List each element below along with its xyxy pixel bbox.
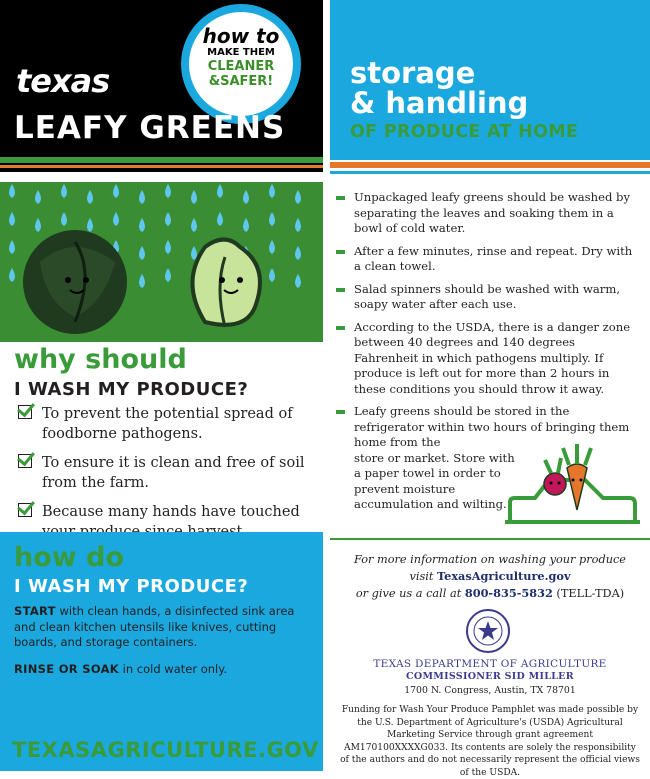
bullet-icon: [336, 196, 345, 200]
how-section: [0, 532, 323, 771]
orange-stripe: [0, 165, 323, 168]
how-start-paragraph: START with clean hands, a disinfected sink area and clean kitchen utensils like knives, cutting boards, and storage containers.: [14, 604, 295, 649]
agency-address: 1700 N. Congress, Austin, TX 78701: [404, 685, 576, 696]
tda-seal-logo: [465, 608, 511, 654]
left-header: [0, 0, 323, 172]
page-title: LEAFY GREENS: [14, 110, 286, 146]
agency-name: TEXAS DEPARTMENT OF AGRICULTURE: [373, 658, 607, 670]
how-title: how do: [14, 542, 124, 573]
badge-line3: CLEANER: [207, 59, 275, 74]
why-section: [0, 342, 323, 532]
badge-line4: &SAFER!: [208, 74, 274, 89]
rain-drops-icon: [0, 182, 323, 342]
why-subtitle: I WASH MY PRODUCE?: [14, 379, 249, 400]
produce-subtitle: OF PRODUCE AT HOME: [350, 122, 579, 142]
contact-footer: [330, 538, 650, 778]
produce-truck-icon: [505, 440, 640, 540]
bullet-icon: [336, 250, 345, 254]
list-item: Salad spinners should be washed with warm, soapy water after each use.: [336, 282, 636, 313]
badge-line2: MAKE THEM: [207, 47, 275, 58]
list-item: According to the USDA, there is a danger zone between 40 degrees and 140 degrees Fahrenheit in which pathogens multiply. If produce is left out for more than 2 hours in these conditions you should throw it away.: [336, 320, 636, 398]
header-texas: texas: [16, 62, 110, 100]
funding-disclaimer: Funding for Wash Your Produce Pamphlet was made possible by the U.S. Department of Agriculture's (USDA) Agricultural Marketing Service through grant agreement AM170100XXXXG033. Its contents are solely the responsibility of the authors and do not necessarily represent the official views of the USDA.: [340, 705, 640, 778]
blue-stripe: [330, 171, 650, 174]
orange-stripe: [330, 162, 650, 168]
commissioner-name: COMMISSIONER SID MILLER: [406, 671, 574, 682]
bullet-icon: [336, 326, 345, 330]
list-item: Because many hands have touched: [18, 502, 318, 542]
right-header: [330, 0, 650, 160]
checkbox-icon: [18, 503, 32, 517]
handling-title: & handling: [350, 86, 529, 120]
list-item: To prevent the potential spread of foodborne pathogens.: [18, 404, 318, 444]
storage-title: storage: [350, 56, 476, 90]
green-stripe: [0, 157, 323, 163]
website-link[interactable]: TexasAgriculture.gov: [437, 569, 571, 583]
how-to-badge: [181, 4, 301, 124]
website-link[interactable]: TEXASAGRICULTURE.GOV: [12, 738, 319, 762]
bullet-icon: [336, 288, 345, 292]
left-panel: [0, 0, 323, 771]
fold-gutter: [323, 0, 330, 771]
checkbox-icon: [18, 405, 32, 419]
right-panel: [330, 0, 650, 778]
list-item: To ensure it is clean and free of soil from the farm.: [18, 453, 318, 493]
why-list: [18, 404, 318, 551]
how-rinse-paragraph: RINSE OR SOAK in cold water only.: [14, 662, 228, 676]
why-title: why should: [14, 344, 187, 375]
list-item: Leafy greens should be stored in the refrigerator within two hours of bringing them home from the store or market. Store with a paper towel in order to prevent moisture accumulation and wilting.: [336, 404, 636, 513]
badge-line1: how to: [202, 24, 280, 48]
bullet-icon: [336, 410, 345, 414]
more-info-text: For more information on washing your produce visit TexasAgriculture.gov or give us a call at 800-835-5832 (TELL-TDA): [353, 553, 626, 600]
list-item: After a few minutes, rinse and repeat. Dry with a clean towel.: [336, 244, 636, 275]
list-item: Unpackaged leafy greens should be washed by separating the leaves and soaking them in a bowl of cold water.: [336, 190, 636, 237]
washing-greens-illustration: [0, 182, 323, 342]
phone-number[interactable]: 800-835-5832: [464, 586, 553, 600]
how-subtitle: I WASH MY PRODUCE?: [14, 576, 249, 597]
checkbox-icon: [18, 454, 32, 468]
